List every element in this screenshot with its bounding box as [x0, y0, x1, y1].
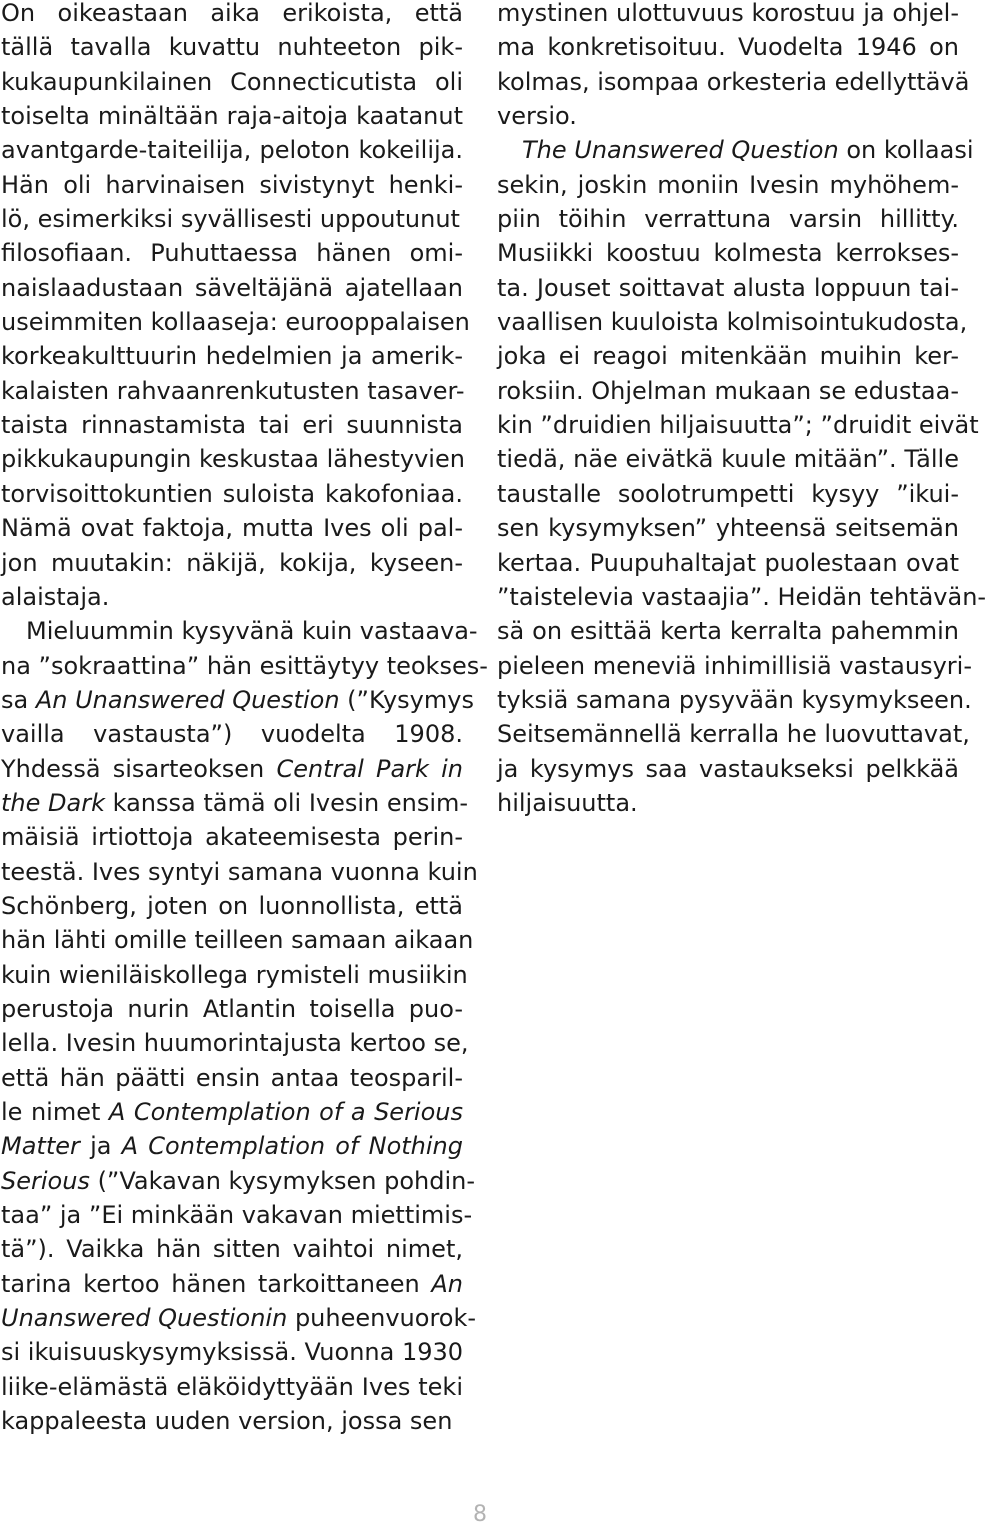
left-text-column — [1, 0, 488, 1438]
text-segment: ja — [79, 1132, 122, 1161]
text-segment: sekin, joskin moniin Ivesin myhöhem- — [497, 170, 959, 199]
italic-title: the Dark — [1, 788, 105, 817]
text-segment: taa” ja ”Ei minkään vakavan miettimis- — [1, 1201, 473, 1230]
text-line — [497, 202, 959, 236]
text-segment: että hän päätti ensin antaa teosparil- — [1, 1063, 463, 1092]
text-segment: korkeakulttuurin hedelmien ja amerik- — [1, 342, 463, 371]
text-line — [1, 30, 463, 64]
text-line — [1, 1061, 463, 1095]
text-line — [1, 1026, 469, 1060]
text-line — [497, 133, 974, 167]
text-segment: mäisiä irtiottoja akateemisesta perin- — [1, 823, 463, 852]
text-line — [497, 614, 959, 648]
text-line — [1, 1267, 463, 1301]
text-segment: (”Kysymys — [339, 685, 474, 714]
text-line — [497, 236, 959, 270]
text-line — [1, 683, 474, 717]
text-line — [497, 305, 968, 339]
text-line — [1, 546, 463, 580]
text-line — [1, 1198, 473, 1232]
text-line — [1, 1164, 476, 1198]
text-line — [1, 408, 463, 442]
text-segment: vaallisen kuuloista kolmisointukudosta, — [497, 308, 968, 337]
text-segment: torvisoittokuntien suloista kakofoniaa. — [1, 479, 463, 508]
text-line — [497, 752, 959, 786]
text-segment: joka ei reagoi mitenkään muihin ker- — [497, 342, 959, 371]
text-segment: kolmas, isompaa orkesteria edellyttävä — [497, 67, 970, 96]
text-segment: Nämä ovat faktoja, mutta Ives oli pal- — [1, 514, 463, 543]
text-segment: avantgarde-taiteilija, peloton kokeilija. — [1, 136, 463, 165]
text-segment: kuin wieniläiskollega rymisteli musiikin — [1, 960, 468, 989]
text-segment: sä on esittää kerta kerralta pahemmin — [497, 617, 959, 646]
italic-title: A Contemplation of Nothing — [121, 1132, 463, 1161]
text-line — [497, 30, 959, 64]
text-segment: vailla vastausta”) vuodelta 1908. — [1, 720, 463, 749]
text-segment: kertaa. Puupuhaltajat puolestaan ovat — [497, 548, 959, 577]
text-segment: toiselta minältään raja-aitoja kaatanut — [1, 102, 463, 131]
page-number: 8 — [473, 1502, 487, 1527]
text-line — [1, 511, 463, 545]
text-line — [1, 1129, 463, 1163]
text-segment: Yhdessä sisarteoksen — [1, 754, 277, 783]
text-line — [1, 133, 463, 167]
text-line — [1, 99, 463, 133]
text-segment: le nimet — [1, 1098, 109, 1126]
text-line — [1, 1301, 477, 1335]
text-segment: on kollaasi — [838, 136, 974, 165]
text-line — [1, 580, 463, 614]
text-line — [1, 339, 463, 373]
text-segment: (”Vakavan kysymyksen pohdin- — [89, 1166, 476, 1195]
text-segment: jon muutakin: näkijä, kokija, kyseen- — [1, 548, 463, 577]
right-text-column — [497, 0, 986, 820]
text-line — [497, 786, 959, 820]
text-segment: filosofiaan. Puhuttaessa hänen omi- — [1, 239, 463, 268]
text-line — [1, 477, 463, 511]
text-segment: Hän oli harvinaisen sivistynyt henki- — [1, 170, 463, 199]
text-segment: puheenvuorok- — [287, 1304, 477, 1333]
text-segment: tä”). Vaikka hän sitten vaihtoi nimet, — [1, 1235, 463, 1264]
italic-title: Serious — [1, 1166, 90, 1195]
text-segment: pikkukaupungin keskustaa lähestyvien — [1, 445, 465, 474]
text-line — [497, 442, 959, 476]
text-line — [497, 717, 970, 751]
text-line — [1, 649, 488, 683]
text-line — [497, 683, 972, 717]
text-line — [1, 65, 463, 99]
text-segment: kanssa tämä oli Ivesin ensim- — [104, 788, 469, 817]
text-line — [1, 1095, 463, 1129]
text-segment: lö, esimerkiksi syvällisesti uppoutunut — [1, 205, 460, 234]
text-line — [1, 1370, 463, 1404]
italic-title: An Unanswered Question — [35, 685, 340, 714]
text-segment: ”taistelevia vastaajia”. Heidän tehtävän- — [497, 582, 986, 611]
text-segment: liike-elämästä eläköidyttyään Ives teki — [1, 1372, 463, 1401]
text-line — [497, 408, 979, 442]
text-segment: taustalle soolotrumpetti kysyy ”ikui- — [497, 479, 959, 508]
text-segment: hän lähti omille teilleen samaan aikaan — [1, 926, 474, 955]
text-segment: kappaleesta uuden version, jossa sen — [1, 1407, 453, 1436]
text-segment: mystinen ulottuvuus korostuu ja ohjel- — [497, 0, 959, 27]
text-line — [497, 546, 959, 580]
text-line — [1, 1232, 463, 1266]
text-line — [1, 717, 463, 751]
text-segment: versio. — [497, 102, 577, 131]
text-segment: si ikuisuuskysymyksissä. Vuonna 1930 — [1, 1338, 464, 1367]
italic-title: Unanswered Questionin — [1, 1304, 288, 1333]
text-segment: lella. Ivesin huumorintajusta kertoo se, — [1, 1029, 469, 1058]
text-line — [497, 99, 959, 133]
text-line — [497, 65, 970, 99]
text-segment: ma konkretisoituu. Vuodelta 1946 on — [497, 33, 959, 62]
text-segment: ja kysymys saa vastaukseksi pelkkää — [497, 754, 959, 783]
text-line — [1, 889, 463, 923]
text-segment: kukaupunkilainen Connecticutista oli — [1, 67, 463, 96]
text-line — [1, 374, 463, 408]
text-line — [497, 374, 959, 408]
text-segment: tarina kertoo hänen tarkoittaneen — [1, 1269, 432, 1298]
text-line — [1, 271, 463, 305]
text-segment: perustoja nurin Atlantin toisella puo- — [1, 994, 463, 1023]
text-line — [1, 614, 478, 648]
text-line — [497, 477, 959, 511]
text-segment: alaistaja. — [1, 582, 110, 611]
text-line — [1, 305, 470, 339]
text-line — [1, 992, 463, 1026]
text-line — [1, 855, 478, 889]
text-line — [1, 958, 468, 992]
text-segment: tällä tavalla kuvattu nuhteeton pik- — [1, 33, 463, 62]
text-segment: pieleen meneviä inhimillisiä vastausyri- — [497, 651, 972, 680]
text-segment: ta. Jouset soittavat alusta loppuun tai- — [497, 273, 959, 302]
text-segment: kin ”druidien hiljaisuutta”; ”druidit eivät — [497, 411, 979, 440]
text-line — [1, 442, 463, 476]
text-line — [1, 168, 463, 202]
text-line — [1, 820, 463, 854]
text-segment: On oikeastaan aika erikoista, että — [1, 0, 463, 27]
text-segment: tiedä, näe eivätkä kuule mitään”. Tälle — [497, 445, 959, 474]
text-line — [497, 168, 959, 202]
text-segment: Schönberg, joten on luonnollista, että — [1, 891, 463, 920]
text-segment: sa — [1, 685, 36, 714]
text-line — [497, 580, 986, 614]
italic-title: A Contemplation of a Serious — [108, 1098, 464, 1126]
text-segment: teestä. Ives syntyi samana vuonna kuin — [1, 857, 478, 886]
text-segment: naislaadustaan säveltäjänä ajatellaan — [1, 273, 463, 302]
text-segment: kalaisten rahvaanrenkutusten tasaver- — [1, 376, 465, 405]
text-line — [497, 339, 959, 373]
text-line — [497, 0, 959, 30]
text-segment: roksiin. Ohjelman mukaan se edustaa- — [497, 376, 959, 405]
text-line — [1, 1335, 463, 1369]
text-segment: hiljaisuutta. — [497, 788, 638, 817]
text-line — [497, 271, 959, 305]
text-segment: taista rinnastamista tai eri suunnista — [1, 411, 463, 440]
text-segment: sen kysymyksen” yhteensä seitsemän — [497, 514, 959, 543]
text-line — [1, 0, 463, 30]
text-line — [1, 752, 463, 786]
text-segment: Seitsemännellä kerralla he luovuttavat, — [497, 720, 970, 749]
text-segment: na ”sokraattina” hän esittäytyy teokses- — [1, 651, 488, 680]
italic-title: Central Park in — [276, 754, 463, 783]
text-line — [1, 923, 474, 957]
text-segment: Musiikki koostuu kolmesta kerrokses- — [497, 239, 959, 268]
text-segment: Mieluummin kysyvänä kuin vastaava- — [26, 617, 478, 646]
text-line — [1, 786, 469, 820]
italic-title: Matter — [1, 1132, 80, 1161]
text-line — [1, 202, 463, 236]
text-line — [1, 236, 463, 270]
text-line — [497, 649, 972, 683]
text-segment: piin töihin verrattuna varsin hillitty. — [497, 205, 959, 234]
text-segment: useimmiten kollaaseja: eurooppalaisen — [1, 308, 470, 337]
italic-title: The Unanswered Question — [522, 136, 839, 165]
text-segment: tyksiä samana pysyvään kysymykseen. — [497, 685, 972, 714]
text-line — [497, 511, 959, 545]
text-line — [1, 1404, 463, 1438]
italic-title: An — [431, 1269, 463, 1298]
